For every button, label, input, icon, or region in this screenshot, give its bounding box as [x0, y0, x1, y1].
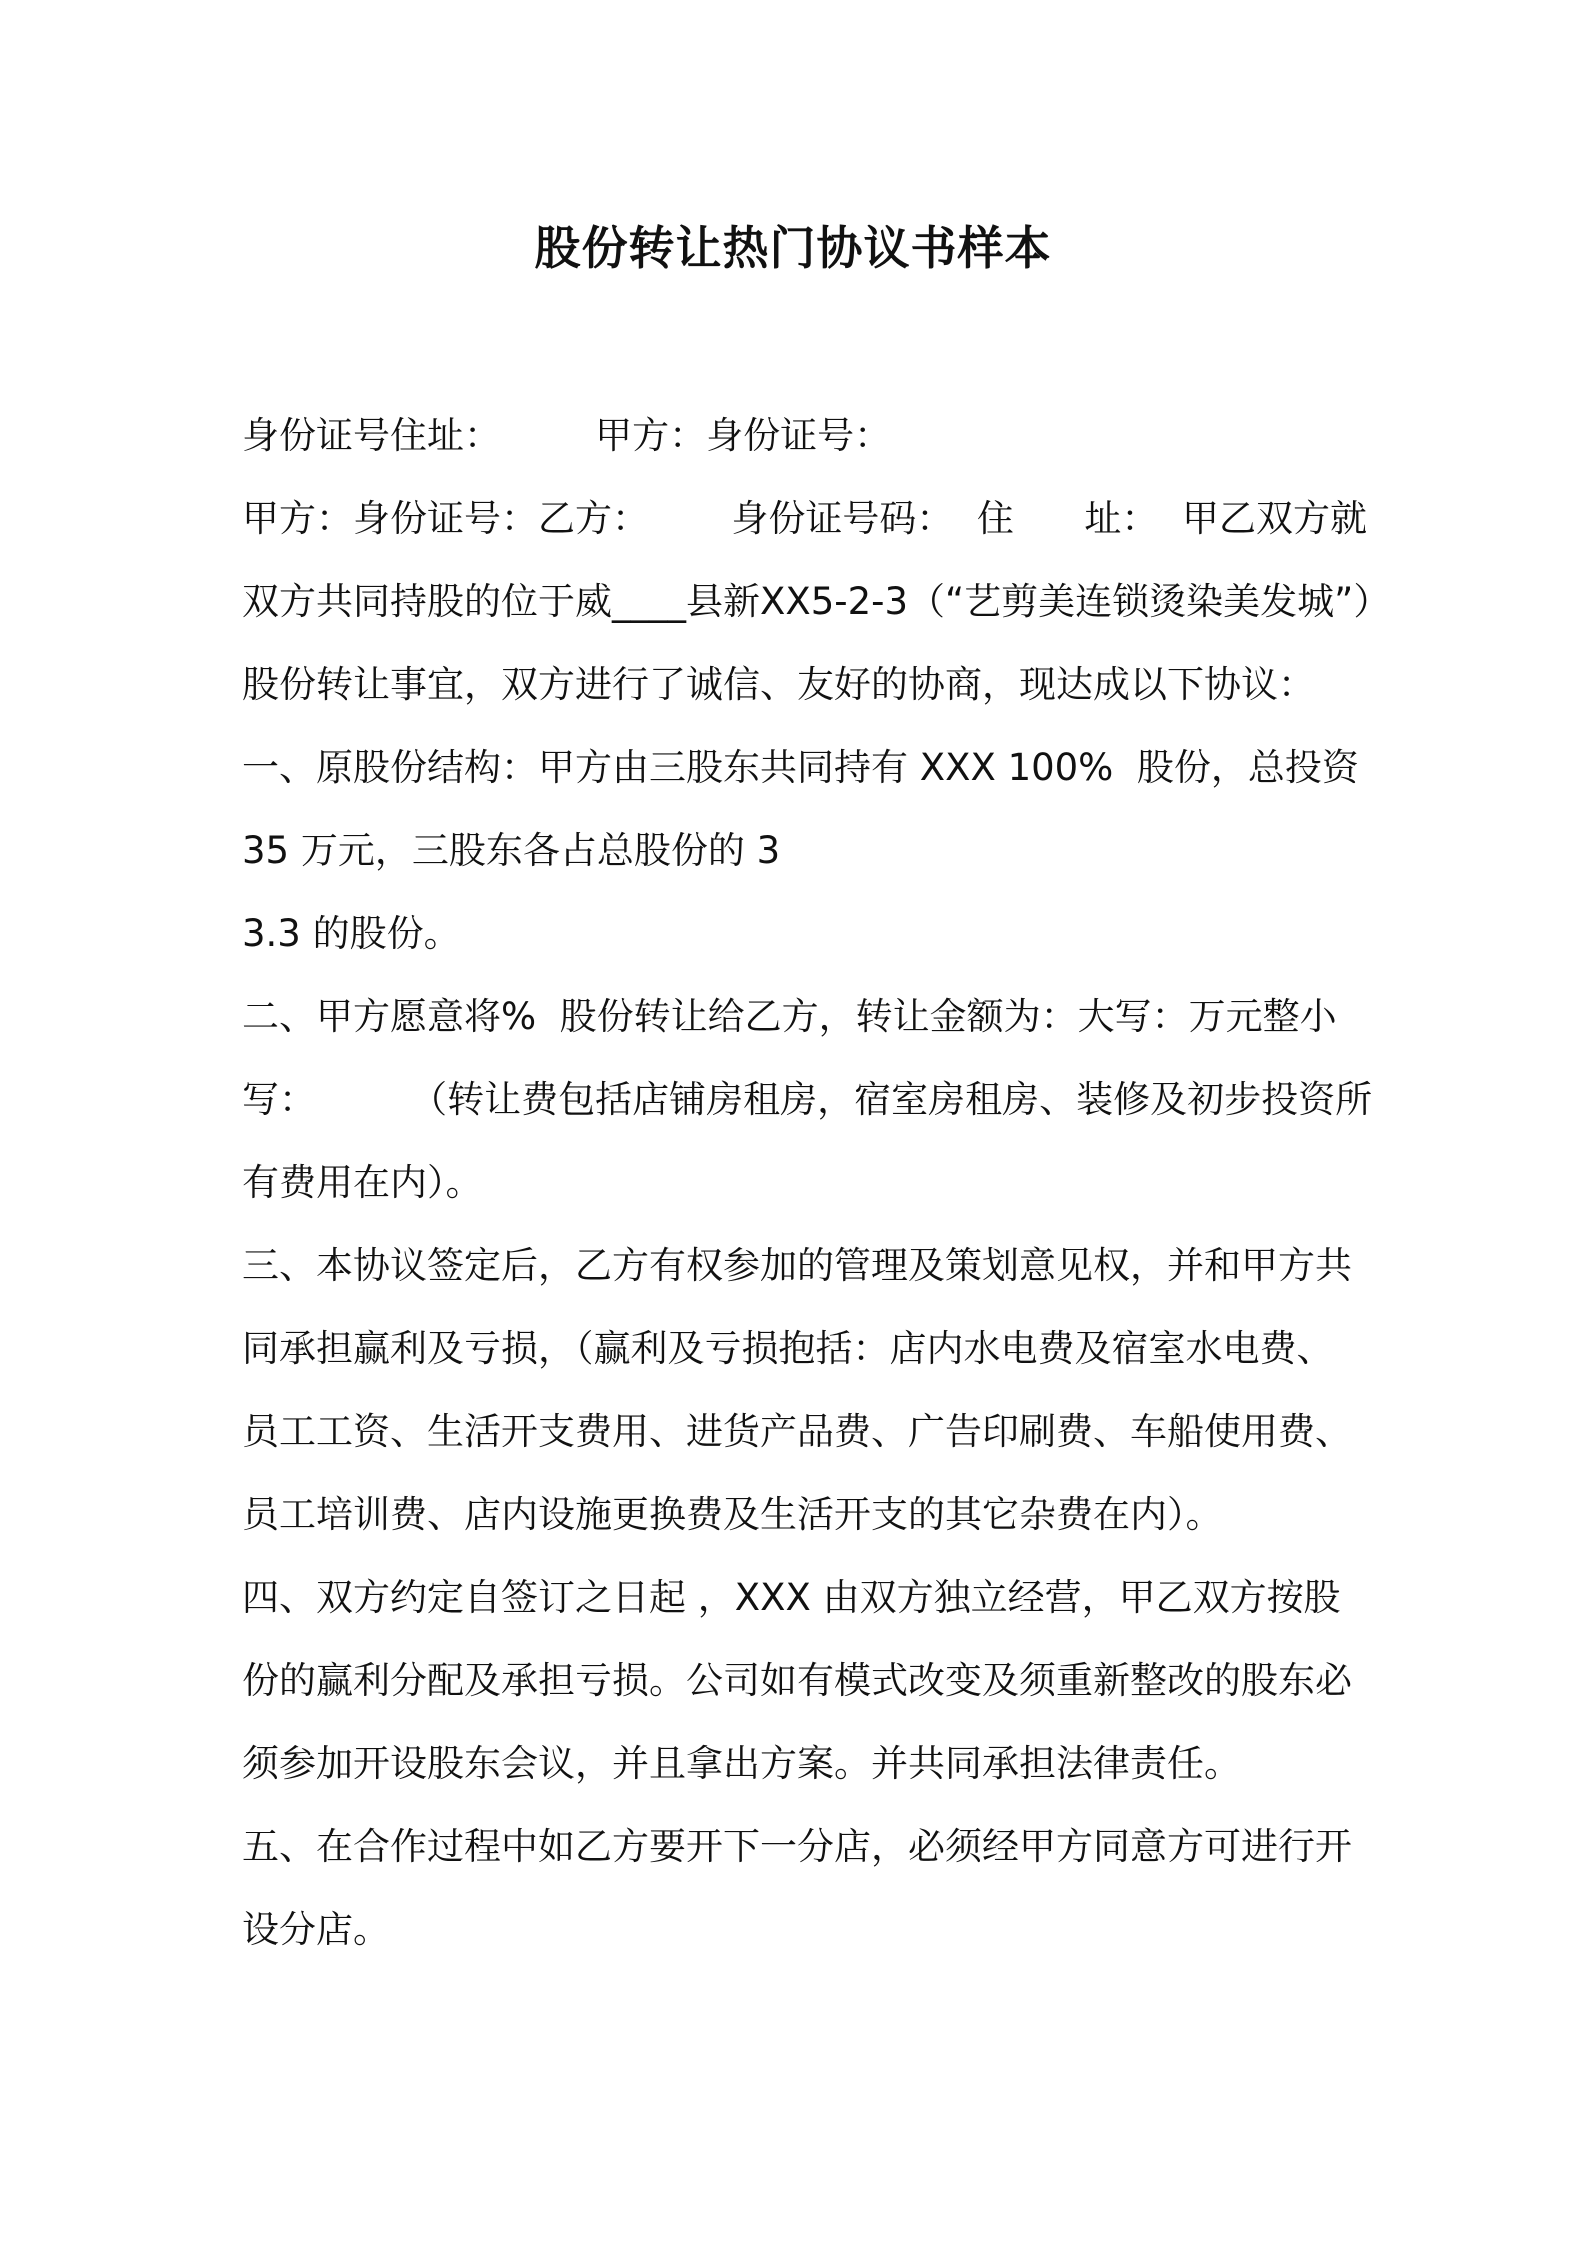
text-line: 一、原股份结构：甲方由三股东共同持有 XXX 100% 股份，总投资	[242, 746, 1359, 789]
text-line: 员工工资、生活开支费用、进货产品费、广告印刷费、车船使用费、	[242, 1410, 1352, 1453]
text-line: 35 万元，三股东各占总股份的 3	[242, 829, 781, 872]
text-line: 同承担赢利及亏损，（赢利及亏损抱括：店内水电费及宿室水电费、	[242, 1327, 1334, 1370]
text-line: 三、本协议签定后，乙方有权参加的管理及策划意见权，并和甲方共	[242, 1244, 1352, 1287]
text-line: 双方共同持股的位于威____县新XX5-2-3（“艺剪美连锁烫染美发城”）	[242, 580, 1391, 623]
text-line: 写： （转让费包括店铺房租房，宿室房租房、装修及初步投资所	[242, 1078, 1373, 1121]
text-line: 份的赢利分配及承担亏损。公司如有模式改变及须重新整改的股东必	[242, 1659, 1352, 1702]
text-line: 员工培训费、店内设施更换费及生活开支的其它杂费在内）。	[242, 1493, 1223, 1536]
text-line: 须参加开设股东会议，并且拿出方案。并共同承担法律责任。	[242, 1742, 1241, 1785]
text-line: 有费用在内）。	[242, 1161, 483, 1204]
document-body	[242, 404, 1391, 1981]
text-line: 四、双方约定自签订之日起 ，XXX 由双方独立经营，甲乙双方按股	[242, 1576, 1341, 1619]
text-line: 二、甲方愿意将% 股份转让给乙方，转让金额为：大写：万元整小	[242, 995, 1337, 1038]
text-line: 设分店。	[242, 1908, 390, 1951]
text-line: 股份转让事宜，双方进行了诚信、友好的协商，现达成以下协议：	[242, 663, 1315, 706]
text-line: 五、在合作过程中如乙方要开下一分店，必须经甲方同意方可进行开	[242, 1825, 1352, 1868]
document-title: 股份转让热门协议书样本	[534, 221, 1052, 275]
text-line: 身份证号住址： 甲方：身份证号：	[242, 414, 892, 457]
text-line: 甲方：身份证号：乙方： 身份证号码： 住 址： 甲乙双方就	[242, 497, 1367, 540]
text-line: 3.3 的股份。	[242, 912, 461, 955]
